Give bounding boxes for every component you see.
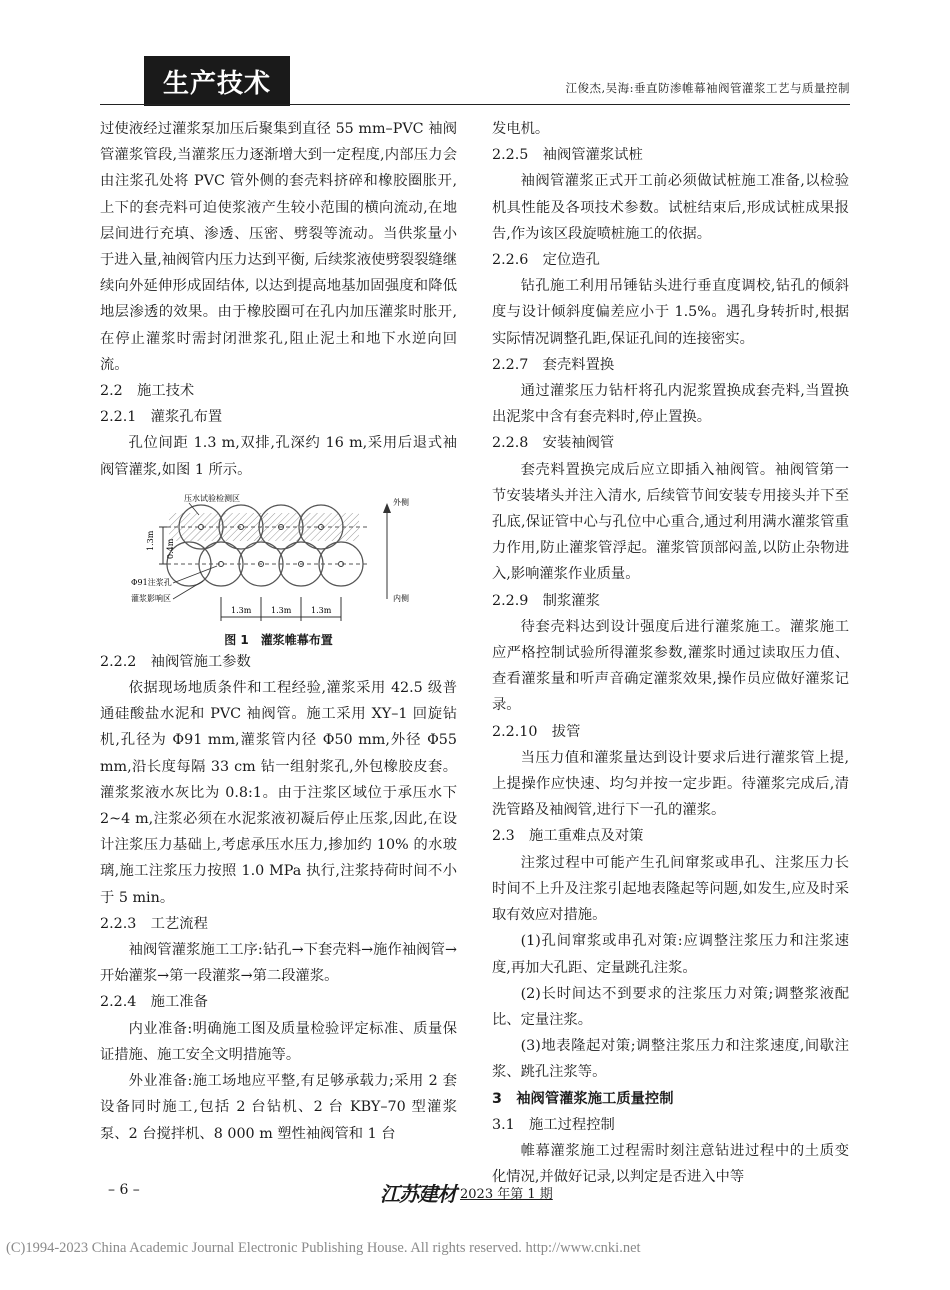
heading-2-2-2: 2.2.2 袖阀管施工参数	[100, 653, 251, 670]
page-number: – 6 –	[108, 1182, 140, 1198]
header-rule	[100, 104, 850, 105]
hole-label: Φ91注浆孔	[130, 577, 172, 587]
issue-label: 2023 年第 1 期	[460, 1187, 553, 1202]
heading-2-2-1: 2.2.1 灌浆孔布置	[100, 409, 223, 426]
paragraph: (3)地表隆起对策;调整注浆压力和注浆速度,间歇注浆、跳孔注浆等。	[492, 1038, 849, 1081]
grout-layout-diagram	[129, 489, 429, 629]
paragraph: 钻孔施工利用吊锤钻头进行垂直度调校,钻孔的倾斜度与设计倾斜度偏差应小于 1.5%。遇孔身转折时,根据实际情况调整孔距,保证孔间的连接密实。	[492, 278, 849, 347]
paragraph: (2)长时间达不到要求的注浆压力对策;调整浆液配比、定量注浆。	[492, 985, 849, 1028]
copyright-watermark: (C)1994-2023 China Academic Journal Electronic Publishing House. All rights reserved. http://www.cnki.net	[6, 1240, 641, 1256]
paragraph: 待套壳料达到设计强度后进行灌浆施工。灌浆施工应严格控制试验所得灌浆参数,灌浆时通过读取压力值、查看灌浆量和听声音确定灌浆效果,操作员应做好灌浆记录。	[492, 618, 849, 714]
paragraph: 外业准备:施工场地应平整,有足够承载力;采用 2 套设备同时施工,包括 2 台钻机、2 台 KBY–70 型灌浆泵、2 台搅拌机、8 000 m 塑性袖阀管和 1 台	[100, 1073, 457, 1142]
left-column	[100, 116, 457, 1147]
paragraph: 当压力值和灌浆量达到设计要求后进行灌浆管上提,上提操作应快速、均匀并按一定步距。待灌浆完成后,清洗管路及袖阀管,进行下一孔的灌浆。	[492, 749, 849, 819]
heading-3-1: 3.1 施工过程控制	[492, 1116, 615, 1133]
heading-2-2-4: 2.2.4 施工准备	[100, 994, 208, 1011]
test-zone-label: 压水试验检测区	[183, 493, 240, 503]
paragraph: 内业准备:明确施工图及质量检验评定标准、质量保证措施、施工安全文明措施等。	[100, 1020, 457, 1063]
running-title: 江俊杰,吴海:垂直防渗帷幕袖阀管灌浆工艺与质量控制	[565, 81, 850, 95]
influence-label: 灌浆影响区	[130, 593, 171, 603]
paragraph: 套壳料置换完成后应立即插入袖阀管。袖阀管第一节安装堵头并注入清水, 后续管节间安装专用接头并下至孔底,保证管中心与孔位中心重合,通过利用满水灌浆管重力作用,防止灌浆管浮起。灌浆管顶部闷盖,以防止杂物进入,影响灌浆作业质量。	[492, 461, 849, 583]
heading-2-2: 2.2 施工技术	[100, 383, 195, 400]
heading-2-3: 2.3 施工重难点及对策	[492, 828, 644, 845]
paragraph: 注浆过程中可能产生孔间窜浆或串孔、注浆压力长时间不上升及注浆引起地表隆起等问题,如发生,应及时采取有效应对措施。	[492, 854, 849, 924]
spacing-3: 1.3m	[310, 605, 331, 615]
paragraph: 依据现场地质条件和工程经验,灌浆采用 42.5 级普通硅酸盐水泥和 PVC 袖阀管。施工采用 XY–1 回旋钻机,孔径为 Φ91 mm,灌浆管内径 Φ50 mm,外径 Φ55 mm,沿长度每隔 33 cm 钻一组射浆孔,外包橡胶皮套。灌浆浆液水灰比为 0.8:1。由于注浆区域位于承压水下 2~4 m,注浆必须在水泥浆液初凝后停止压浆,因此,在设计注浆压力基础上,考虑承压水压力,掺加约 10% 的水玻璃,施工注浆压力按照 1.0 MPa 执行,注浆持荷时间不小于 5 min。	[100, 680, 457, 906]
row-gap-dimension: 0.4m	[165, 538, 175, 559]
paragraph: 帷幕灌浆施工过程需时刻注意钻进过程中的土质变化情况,并做好记录,以判定是否进入中等	[492, 1142, 849, 1186]
heading-2-2-10: 2.2.10 拔管	[492, 723, 581, 740]
heading-2-2-6: 2.2.6 定位造孔	[492, 252, 600, 269]
heading-2-2-3: 2.2.3 工艺流程	[100, 915, 208, 932]
heading-2-2-7: 2.2.7 套壳料置换	[492, 356, 615, 373]
heading-2-2-8: 2.2.8 安装袖阀管	[492, 435, 615, 452]
paragraph: 发电机。	[492, 121, 550, 137]
journal-footer	[380, 1178, 553, 1207]
paragraph: 袖阀管灌浆正式开工前必须做试桩施工准备,以检验机具性能及各项技术参数。试桩结束后,形成试桩成果报告,作为该区段旋喷桩施工的依据。	[492, 173, 849, 242]
journal-logo: 江苏建材	[380, 1182, 456, 1206]
figure-1	[100, 489, 457, 649]
right-column	[492, 116, 849, 1190]
paragraph: 孔位间距 1.3 m,双排,孔深约 16 m,采用后退式袖阀管灌浆,如图 1 所示。	[100, 435, 457, 478]
spacing-1: 1.3m	[230, 605, 251, 615]
figure-caption: 图 1 灌浆帷幕布置	[224, 632, 333, 647]
paragraph: 过使液经过灌浆泵加压后聚集到直径 55 mm–PVC 袖阀管灌浆管段,当灌浆压力逐渐增大到一定程度,内部压力会由注浆孔处将 PVC 管外侧的套壳料挤碎和橡胶圈胀开, 上下的套壳料可迫使浆液产生较小范围的横向流动,在地层间进行充填、渗透、压密、劈裂等流动。当供浆量小于进入量,袖阀管内压力达到平衡, 后续浆液使劈裂裂缝继续向外延伸形成固结体, 以达到提高地基加固强度和降低地层渗透的效果。由于橡胶圈可在孔内加压灌浆时胀开,在停止灌浆时需封闭泄浆孔,阻止泥土和地下水逆向回流。	[100, 121, 457, 373]
spacing-2: 1.3m	[270, 605, 291, 615]
paragraph: 袖阀管灌浆施工工序:钻孔→下套壳料→施作袖阀管→开始灌浆→第一段灌浆→第二段灌浆。	[100, 942, 457, 985]
heading-2-2-5: 2.2.5 袖阀管灌浆试桩	[492, 147, 643, 164]
section-tab: 生产技术	[144, 56, 290, 106]
inner-side-label: 内侧	[392, 593, 409, 603]
paragraph: (1)孔间窜浆或串孔对策:应调整注浆压力和注浆速度,再加大孔距、定量跳孔注浆。	[492, 933, 849, 976]
outer-side-label: 外侧	[392, 497, 409, 507]
paragraph: 通过灌浆压力钻杆将孔内泥浆置换成套壳料,当置换出泥浆中含有套壳料时,停止置换。	[492, 383, 849, 426]
heading-2-2-9: 2.2.9 制浆灌浆	[492, 592, 600, 609]
heading-3: 3 袖阀管灌浆施工质量控制	[492, 1090, 674, 1107]
vertical-dimension: 1.3m	[145, 530, 155, 551]
